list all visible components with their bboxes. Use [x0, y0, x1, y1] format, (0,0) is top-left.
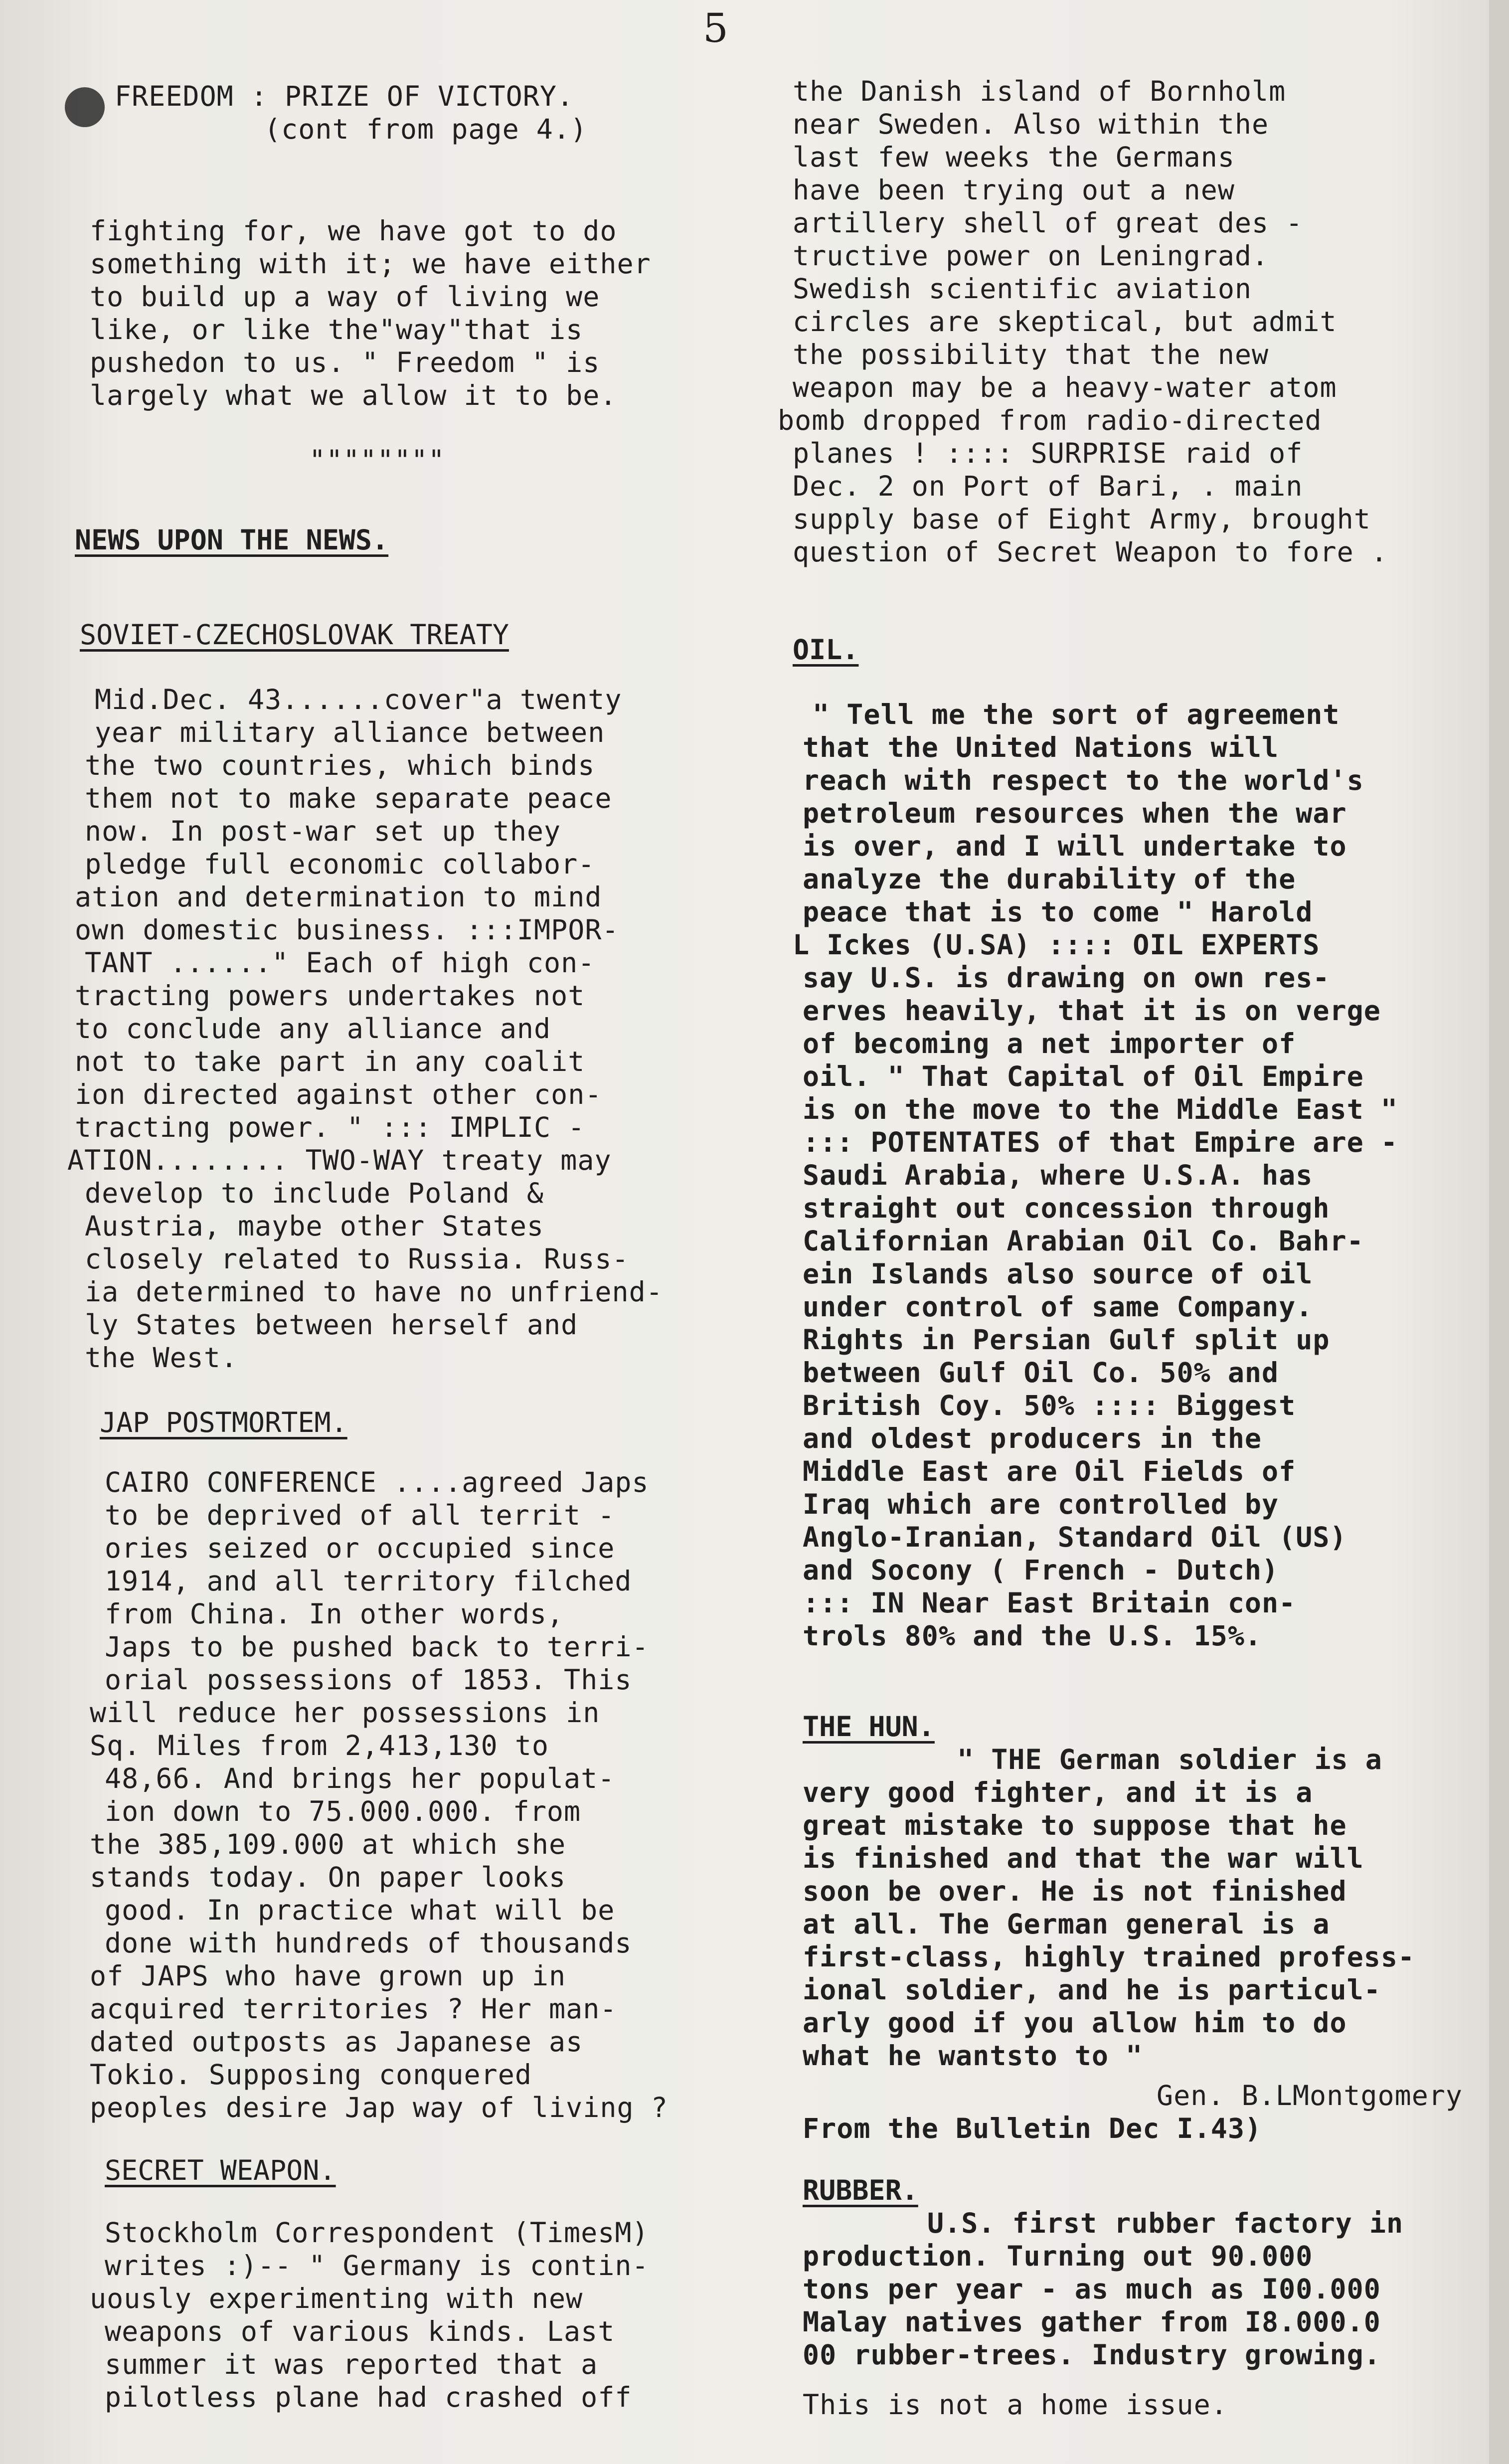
text-line: at all. The German general is a [803, 1908, 1330, 1940]
text-line: " Tell me the sort of agreement [813, 699, 1340, 730]
text-line: production. Turning out 90.000 [803, 2240, 1313, 2272]
separator: """""""" [309, 444, 445, 476]
text-line: pushedon to us. " Freedom " is [90, 347, 600, 378]
text-line: Stockholm Correspondent (TimesM) [105, 2217, 649, 2249]
page-number: 5 [703, 5, 728, 51]
text-line: Japs to be pushed back to terri- [105, 1631, 649, 1663]
text-line: tracting powers undertakes not [75, 980, 585, 1012]
text-line: ::: POTENTATES of that Empire are - [803, 1126, 1398, 1158]
text-line: straight out concession through [803, 1192, 1330, 1224]
text-line: acquired territories ? Her man- [90, 1993, 617, 2025]
text-line: the two countries, which binds [85, 749, 595, 781]
text-line: Dec. 2 on Port of Bari, . main [793, 470, 1303, 502]
secret-heading: SECRET WEAPON. [105, 2154, 336, 2186]
text-line: of becoming a net importer of [803, 1028, 1296, 1059]
text-line: pilotless plane had crashed off [105, 2381, 632, 2413]
text-line: between Gulf Oil Co. 50% and [803, 1357, 1279, 1389]
text-line: from China. In other words, [105, 1598, 564, 1630]
hun-heading: THE HUN. [803, 1711, 935, 1743]
text-line: Saudi Arabia, where U.S.A. has [803, 1159, 1313, 1191]
text-line: near Sweden. Also within the [793, 108, 1269, 140]
text-line: the 385,109.000 at which she [90, 1828, 566, 1860]
text-line: summer it was reported that a [105, 2348, 598, 2380]
text-line: to be deprived of all territ - [105, 1499, 615, 1531]
text-line: the Danish island of Bornholm [793, 75, 1286, 107]
text-line: and oldest producers in the [803, 1422, 1262, 1454]
text-line: writes :)-- " Germany is contin- [105, 2250, 649, 2282]
text-line: Californian Arabian Oil Co. Bahr- [803, 1225, 1364, 1257]
text-line: dated outposts as Japanese as [90, 2026, 583, 2058]
text-line: and Socony ( French - Dutch) [803, 1554, 1279, 1586]
text-line: tracting power. " ::: IMPLIC - [75, 1111, 585, 1143]
oil-heading: OIL. [793, 634, 859, 666]
text-line: TANT ......" Each of high con- [85, 947, 595, 979]
text-line: to build up a way of living we [90, 281, 600, 313]
source-line: From the Bulletin Dec I.43) [803, 2112, 1262, 2144]
text-line: CAIRO CONFERENCE ....agreed Japs [105, 1466, 649, 1498]
text-line: ::: IN Near East Britain con- [803, 1587, 1296, 1619]
text-line: that the United Nations will [803, 731, 1279, 763]
text-line: analyze the durability of the [803, 863, 1296, 895]
text-line: will reduce her possessions in [90, 1697, 600, 1729]
text-line: ion directed against other con- [75, 1078, 602, 1110]
text-line: now. In post-war set up they [85, 815, 561, 847]
text-line: Iraq which are controlled by [803, 1488, 1279, 1520]
text-line: oil. " That Capital of Oil Empire [803, 1060, 1364, 1092]
text-line: Malay natives gather from I8.000.0 [803, 2306, 1381, 2338]
text-line: them not to make separate peace [85, 782, 612, 814]
text-line: fighting for, we have got to do [90, 215, 617, 247]
text-line: ation and determination to mind [75, 881, 602, 913]
rubber-heading: RUBBER. [803, 2174, 918, 2206]
text-line: not to take part in any coalit [75, 1046, 585, 1077]
punch-hole [65, 87, 105, 127]
text-line: erves heavily, that it is on verge [803, 995, 1381, 1027]
text-line: is over, and I will undertake to [803, 830, 1347, 862]
text-line: year military alliance between [95, 716, 605, 748]
text-line: Mid.Dec. 43......cover"a twenty [95, 684, 622, 715]
text-line: peace that is to come " Harold [803, 896, 1313, 928]
text-line: closely related to Russia. Russ- [85, 1243, 629, 1275]
text-line: 1914, and all territory filched [105, 1565, 632, 1597]
attribution: Gen. B.LMontgomery [1157, 2080, 1463, 2112]
text-line: Swedish scientific aviation [793, 273, 1252, 305]
text-line: ories seized or occupied since [105, 1532, 615, 1564]
continued-title: FREEDOM : PRIZE OF VICTORY. [115, 80, 574, 112]
text-line: trols 80% and the U.S. 15%. [803, 1620, 1262, 1652]
soviet-heading: SOVIET-CZECHOSLOVAK TREATY [80, 619, 509, 651]
text-line: artillery shell of great des - [793, 207, 1303, 239]
text-line: what he wantsto to " [803, 2040, 1143, 2072]
text-line: L Ickes (U.SA) :::: OIL EXPERTS [793, 929, 1320, 961]
text-line: peoples desire Jap way of living ? [90, 2092, 668, 2123]
text-line: develop to include Poland & [85, 1177, 544, 1209]
text-line: Sq. Miles from 2,413,130 to [90, 1730, 549, 1761]
text-line: weapon may be a heavy-water atom [793, 371, 1337, 403]
text-line: tructive power on Leningrad. [793, 240, 1269, 272]
text-line: soon be over. He is not finished [803, 1875, 1347, 1907]
text-line: uously experimenting with new [90, 2283, 583, 2314]
continued-note: (cont from page 4.) [264, 113, 588, 145]
text-line: stands today. On paper looks [90, 1861, 566, 1893]
text-line: circles are skeptical, but admit [793, 306, 1337, 338]
text-line: U.S. first rubber factory in [927, 2207, 1404, 2239]
text-line: like, or like the"way"that is [90, 314, 583, 346]
text-line: is on the move to the Middle East " [803, 1093, 1398, 1125]
text-line: tons per year - as much as I00.000 [803, 2273, 1381, 2305]
text-line: is finished and that the war will [803, 1842, 1364, 1874]
text-line: the possibility that the new [793, 339, 1269, 370]
text-line: something with it; we have either [90, 248, 651, 280]
text-line: arly good if you allow him to do [803, 2007, 1347, 2039]
text-line: weapons of various kinds. Last [105, 2315, 615, 2347]
text-line: the West. [85, 1342, 238, 1374]
text-line: ein Islands also source of oil [803, 1258, 1313, 1290]
text-line: Austria, maybe other States [85, 1210, 544, 1242]
text-line: ATION........ TWO-WAY treaty may [67, 1144, 612, 1176]
text-line: done with hundreds of thousands [105, 1927, 632, 1959]
text-line: question of Secret Weapon to fore . [793, 536, 1388, 568]
section-title: NEWS UPON THE NEWS. [75, 524, 389, 556]
text-line: pledge full economic collabor- [85, 848, 595, 880]
text-line: 00 rubber-trees. Industry growing. [803, 2339, 1381, 2371]
text-line: Middle East are Oil Fields of [803, 1455, 1296, 1487]
text-line: Anglo-Iranian, Standard Oil (US) [803, 1521, 1347, 1553]
text-line: ly States between herself and [85, 1309, 578, 1341]
text-line: orial possessions of 1853. This [105, 1664, 632, 1696]
text-line: have been trying out a new [793, 174, 1235, 206]
text-line: of JAPS who have grown up in [90, 1960, 566, 1992]
text-line: under control of same Company. [803, 1291, 1313, 1323]
closing-line: This is not a home issue. [803, 2389, 1228, 2421]
text-line: reach with respect to the world's [803, 764, 1364, 796]
text-line: ional soldier, and he is particul- [803, 1974, 1381, 2006]
paper-edge [1489, 0, 1509, 2464]
text-line: Tokio. Supposing conquered [90, 2059, 532, 2091]
text-line: good. In practice what will be [105, 1894, 615, 1926]
text-line: last few weeks the Germans [793, 141, 1235, 173]
text-line: say U.S. is drawing on own res- [803, 962, 1330, 994]
jap-heading: JAP POSTMORTEM. [100, 1407, 347, 1438]
text-line: petroleum resources when the war [803, 797, 1347, 829]
text-line: to conclude any alliance and [75, 1013, 551, 1045]
text-line: own domestic business. :::IMPOR- [75, 914, 619, 946]
text-line: planes ! :::: SURPRISE raid of [793, 437, 1303, 469]
text-line: ion down to 75.000.000. from [105, 1795, 581, 1827]
text-line: ia determined to have no unfriend- [85, 1276, 663, 1308]
text-line: 48,66. And brings her populat- [105, 1762, 615, 1794]
text-line: very good fighter, and it is a [803, 1776, 1313, 1808]
text-line: bomb dropped from radio-directed [778, 404, 1322, 436]
text-line: " THE German soldier is a [957, 1744, 1382, 1775]
text-line: largely what we allow it to be. [90, 379, 617, 411]
text-line: British Coy. 50% :::: Biggest [803, 1390, 1296, 1421]
text-line: supply base of Eight Army, brought [793, 503, 1371, 535]
text-line: Rights in Persian Gulf split up [803, 1324, 1330, 1356]
text-line: first-class, highly trained profess- [803, 1941, 1415, 1973]
text-line: great mistake to suppose that he [803, 1809, 1347, 1841]
